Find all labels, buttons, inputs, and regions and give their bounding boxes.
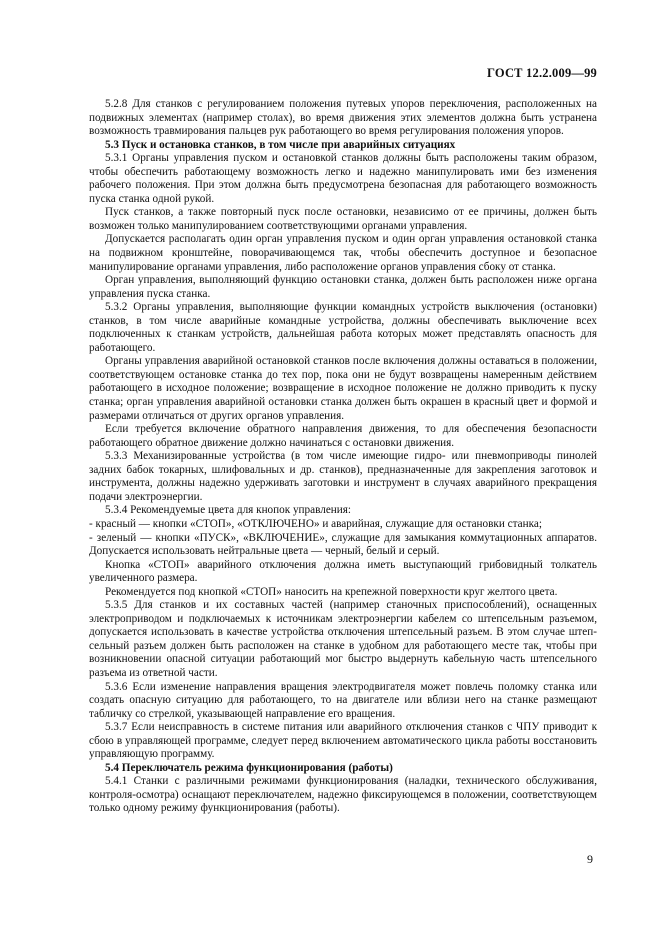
paragraph-5-3-3: 5.3.3 Механизированные устройства (в том числе имеющие гидро- или пневмоприводы пинолей задних бабок токарных, шлифовальных и др. станков), предназначенные для закрепления заготовок и инструмента, должны надежно удерживать заготовки и инструмент в случаях аварийного прекращения подачи электроэнергии. [89,450,597,503]
paragraph: Орган управления, выполняющий функцию остановки станка, должен быть расположен ниже органа управления пуска станка. [89,274,597,300]
list-item-red: - красный — кнопки «СТОП», «ОТКЛЮЧЕНО» и аварийная, служащие для остановки станка; [89,517,542,530]
standard-header: ГОСТ 12.2.009—99 [487,66,597,80]
paragraph-5-3-6: 5.3.6 Если изменение направления вращения электродвигателя может повлечь поломку станка или создать опасную ситуацию для работающего, то на двигателе или вблизи него на станке размещают табличку со стрелкой, указывающей направление его вращения. [89,680,597,720]
paragraph: Кнопка «СТОП» аварийного отключения должна иметь выступающий грибовидный толкатель увеличенного размера. [89,558,597,585]
paragraph: Если требуется включение обратного направления движения, то для обеспечения безопасности работающего обратное движение должно начинаться с остановки движения. [89,423,597,449]
paragraph: Органы управления аварийной остановкой станков после включения должны оставаться в положении, соответствующем остановке станка до тех пор, пока они не будут возвращены намеренным действием работающего в исходное положение; возвращение в исходное положение не должно приводить к пуску станка; орган управления аварийной остановки станка должен быть окрашен в красный цвет и формой и размерами отличаться от других органов управления. [89,355,597,422]
paragraph-5-3-4: 5.3.4 Рекомендуемые цвета для кнопок управления: [105,504,352,517]
paragraph: Пуск станков, а также повторный пуск после остановки, независимо от ее причины, должен быть возможен только манипулированием соответствующими органами управления. [89,206,597,232]
paragraph-5-3-2: 5.3.2 Органы управления, выполняющие функции командных устройств выключения (остановки) станков, в том числе аварийные командные устройства, должны обеспечивать выключение всех подключенных к станкам устройств, дальнейшая работа которых может представлять опасность для работающего. [89,301,597,354]
paragraph-5-2-8: 5.2.8 Для станков с регулированием положения путевых упоров переключения, расположенных на подвижных элементах (например столах), во время движения этих элементов должна быть устранена возможность травмирования пальцев рук работающего во время регулирования положения упоров. [89,98,597,138]
document-body [89,98,597,816]
section-heading-5-3: 5.3 Пуск и остановка станков, в том числе при аварийных ситуациях [105,138,456,151]
paragraph: Допускается располагать один орган управления пуском и один орган управления остановкой станка на подвижном кронштейне, поворачивающемся так, чтобы обеспечить доступное и безопасное манипулирование органами управления, либо расположение органов управления сбоку от станка. [89,233,597,273]
paragraph-5-3-7: 5.3.7 Если неисправность в системе питания или аварийного отключения станков с ЧПУ приводит к сбою в управляющей программе, следует перед включением автоматического цикла работы восстановить управляющую программу. [89,721,597,761]
paragraph: Рекомендуется под кнопкой «СТОП» наносить на крепежной поверхности круг желтого цвета. [105,585,558,598]
paragraph-5-3-1: 5.3.1 Органы управления пуском и остановкой станков должны быть расположены таким образом, чтобы обеспечить работающему возможность легко и надежно манипулировать ими без изменения рабочего положения. При этом должна быть предусмотрена безопасная для работающего возможность пуска станка одной рукой. [89,152,597,205]
list-item-green: - зеленый — кнопки «ПУСК», «ВКЛЮЧЕНИЕ», служащие для замыкания коммутационных аппаратов. Допускается использовать нейтральные цвета — черный, белый и серый. [89,531,597,558]
page-number: 9 [587,852,593,866]
section-heading-5-4: 5.4 Переключатель режима функционирования (работы) [105,761,393,774]
paragraph-5-3-5: 5.3.5 Для станков и их составных частей (например станочных приспособлений), оснащенных электроприводом и подключаемых к источникам электроэнергии кабелем со штепсельным разъемом, допускается использовать в качестве устройства отключения штепсельный разъем. В этом случае штепсельный разъем должен быть расположен на станке в удобном для работающего месте так, чтобы при возникновении опасной ситуации работающий мог быстро выдернуть кабельную часть штепсельного разъема из ответной части. [89,599,597,679]
paragraph-5-4-1: 5.4.1 Станки с различными режимами функционирования (наладки, технического обслуживания, контроля-осмотра) оснащают переключателем, надежно фиксирующемся в положении, соответствующем только одному режиму функционирования (работы). [89,775,597,815]
